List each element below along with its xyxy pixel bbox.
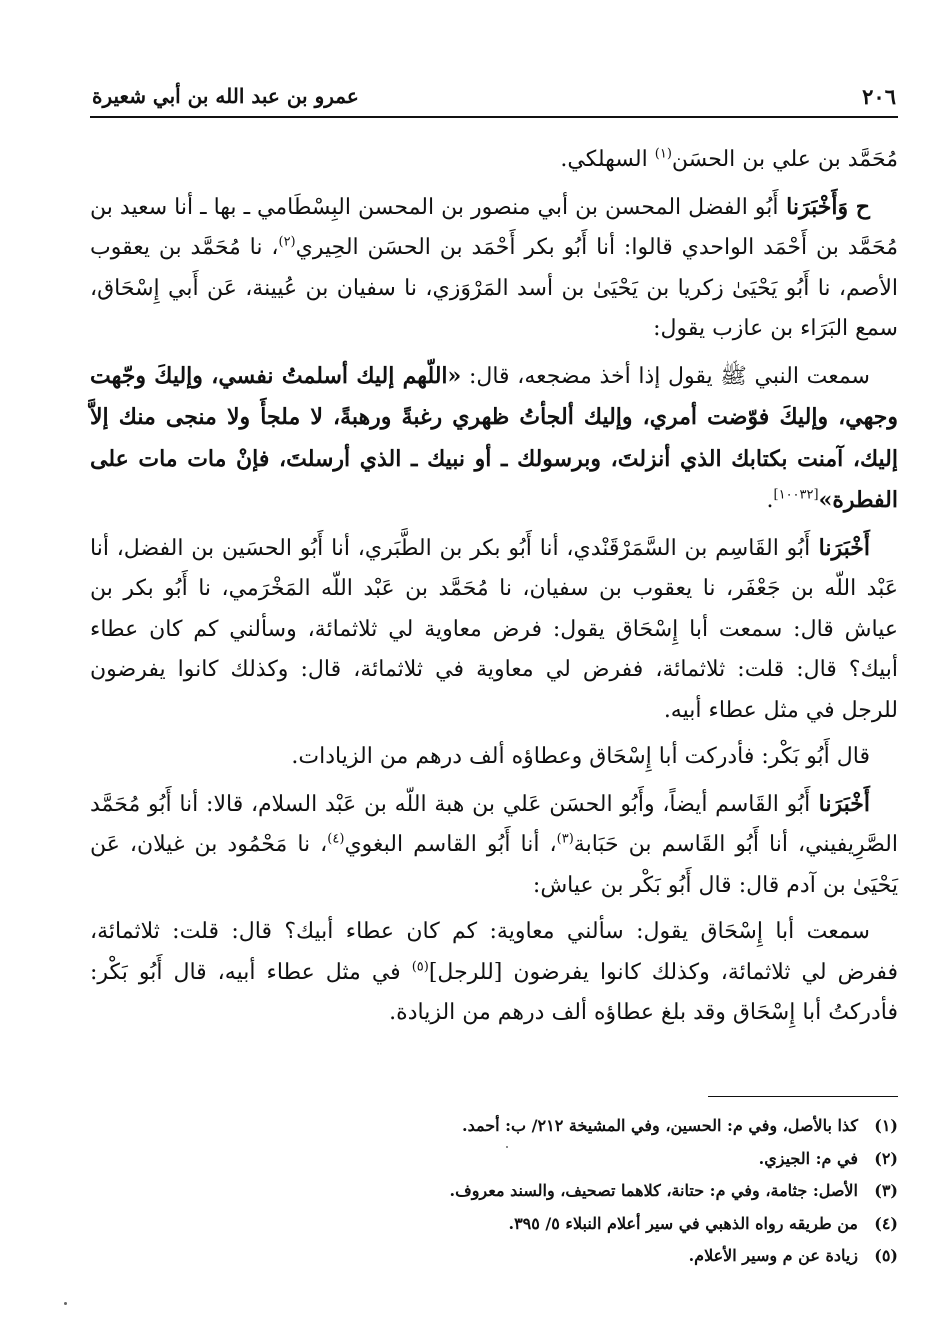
paragraph: [90, 356, 898, 522]
narration-lead: ح وَأَخْبَرَنا: [778, 193, 870, 220]
footnote-ref: (٥): [411, 959, 429, 975]
footnote: [90, 1175, 898, 1208]
text-segment: في مثل عطاء أبيه، قال أَبُو بَكْر: فأدركتُ أبا إِسْحَاق وقد بلغ عطاؤه ألف درهم من الزيادة.: [90, 959, 898, 1025]
text-segment: أَبُو الفضل المحسن بن أبي منصور بن المحسن البِسْطَامي ـ بها ـ أنا سعيد بن مُحَمَّد بن أَحْمَد الواحدي قالوا: أنا أَبُو بكر أَحْمَد بن الحسَن الحِيري: [90, 194, 898, 260]
paragraph: [90, 912, 898, 1034]
paragraph: [90, 784, 898, 907]
footnote-text: الأصل: جثامة، وفي م: حتانة، كلاهما تصحيف، والسند معروف.: [449, 1181, 858, 1200]
footnote-number: (٣): [874, 1181, 898, 1200]
scan-speck: [64, 1302, 67, 1305]
text-segment: ، أنا أَبُو القاسم البغوي: [344, 832, 557, 857]
footnote-number: (٥): [874, 1246, 898, 1265]
paragraph: [90, 187, 898, 350]
narration-lead: أَخْبَرَنا: [810, 534, 870, 561]
footnote-number: (١): [874, 1116, 898, 1135]
running-header: [90, 82, 898, 118]
text-segment: ، نا مَحْمُود بن غيلان، عَن يَحْيَىٰ بن آدم قال: قال أَبُو بَكْر بن عياش:: [90, 832, 898, 898]
text-segment: سمعت النبي ﷺ يقول إذا أخذ مضجعه، قال:: [461, 363, 870, 389]
footnote-divider: [708, 1096, 898, 1097]
footnote: [90, 1208, 898, 1241]
narration-lead: أَخْبَرَنا: [810, 790, 870, 817]
footnote-number: (٤): [874, 1213, 898, 1233]
footnote-number: (٢): [874, 1148, 898, 1168]
running-title: عمرو بن عبد الله بن أبي شعيرة: [92, 84, 359, 108]
page-number: ٢٠٦: [862, 84, 896, 109]
footnote-text: من طريقه رواه الذهبي في سير أعلام النبلاء ٥/ ٣٩٥.: [508, 1213, 858, 1233]
paragraph: [90, 737, 898, 778]
hadith-number: [١٠٠٣٢]: [773, 487, 819, 503]
footnote-ref: (٣): [556, 831, 574, 847]
text-segment: أَبُو القَاسم أيضاً، وأَبُو الحسَن عَلي بن هبة اللّه بن عَبْد السلام، قالا: أنا أَبُو مُحَمَّد الصَّرِيفيني، أنا أَبُو القَاسم بن حَبَابة: [90, 791, 898, 857]
footnote-text: في م: الجيزي.: [758, 1148, 858, 1168]
footnote-text: كذا بالأصل، وفي م: الحسين، وفي المشيخة ٢١٢/ ب: أحمد.: [462, 1116, 858, 1135]
main-text: [90, 140, 898, 1040]
hadith-text: «اللّهم إليك أسلمتُ نفسي، وإليكَ وجّهت وجهي، وإليكَ فوّضت أمري، وإليك ألجأتُ ظهري رغبةً ورهبةً، لا ملجأَ ولا منجى منك إلاَّ إليك، آمنت بكتابك الذي أنزلتَ، وبرسولك ـ أو نبيك ـ الذي أرسلتَ، فإنْ مات مات على الفطرة»: [90, 362, 898, 513]
text-segment: مُحَمَّد بن علي بن الحسَن: [671, 147, 898, 172]
text-segment: ، نا مُحَمَّد بن يعقوب الأصم، نا أَبُو يَحْيَىٰ زكريا بن يَحْيَىٰ بن أسد المَرْوَزي، نا سفيان بن عُيينة، عَن أَبي إِسْحَاق، سمع البَرَاء بن عازب يقول:: [90, 235, 898, 341]
paragraph: [90, 528, 898, 732]
text-segment: سمعت أبا إِسْحَاق يقول: سألني معاوية: كم كان عطاء أبيك؟ قال: قلت: ثلاثمائة، ففرض لي ثلاثمائة، وكذلك كانوا يفرضون [للرجل]: [90, 919, 898, 985]
footnotes: [90, 1110, 898, 1273]
text-segment: أَبُو القَاسِم بن السَّمَرْقَنْدي، أنا أَبُو بكر بن الطَّبَري، أنا أَبُو الحسَين بن الفضل، أنا عَبْد اللّه بن جَعْفَر، نا يعقوب بن سفيان، نا مُحَمَّد بن عَبْد اللّه المَخْرَمي، نا أَبُو بكر بن عياش قال: سمعت أبا إِسْحَاق يقول: فرض معاوية لي ثلاثمائة، وسألني كم كان عطاء أبيك؟ قال: قلت: ثلاثمائة، ففرض لي معاوية في ثلاثمائة، قال: وكذلك كانوا يفرضون للرجل في مثل عطاء أبيه.: [90, 535, 898, 723]
paragraph: [90, 140, 898, 181]
footnote: [90, 1240, 898, 1273]
footnote: [90, 1143, 898, 1176]
footnote-ref: (١): [654, 146, 672, 162]
text-segment: السهلكي.: [560, 147, 655, 172]
footnote-ref: (٤): [327, 831, 345, 847]
footnote-ref: (٢): [278, 234, 296, 250]
scan-speck: [506, 1146, 508, 1148]
text-segment: قال أَبُو بَكْر: فأدركت أبا إِسْحَاق وعطاؤه ألف درهم من الزيادات.: [291, 744, 870, 769]
footnote: [90, 1110, 898, 1143]
text-segment: .: [766, 488, 774, 513]
footnote-text: زيادة عن م وسير الأعلام.: [688, 1246, 858, 1265]
